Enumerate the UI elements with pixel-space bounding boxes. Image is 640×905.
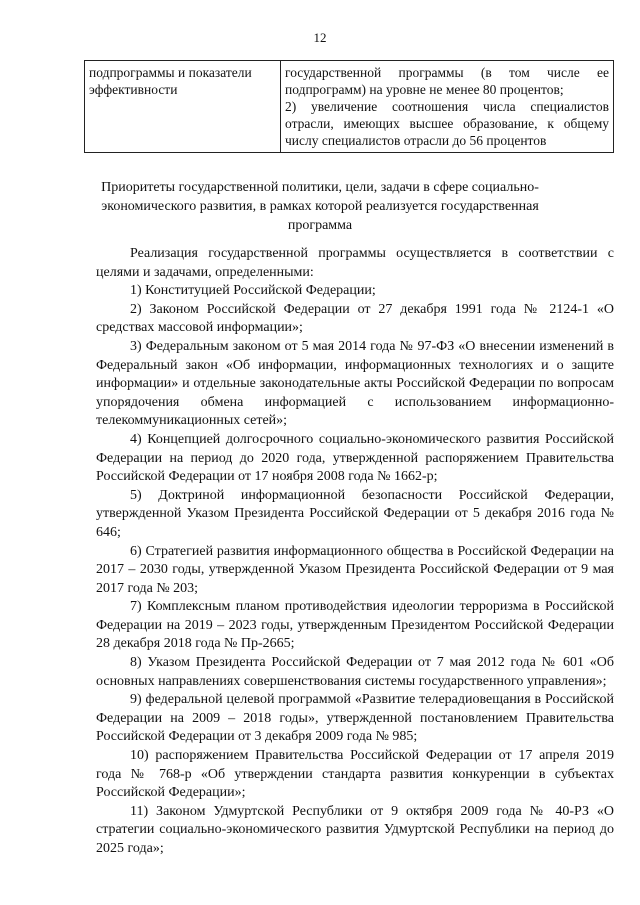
table-label-cell: подпрограммы и показатели эффективности (85, 61, 281, 153)
table-value-line: государственной программы (в том числе ее подпрограмм) на уровне не менее 80 процентов; (285, 65, 609, 97)
section-title: Приоритеты государственной политики, цели, задачи в сфере социально-экономического развития, в рамках которой реализуется государственная программа (101, 180, 539, 233)
passport-table (84, 60, 614, 153)
page-number: 12 (313, 30, 327, 45)
list-item: 4) Концепцией долгосрочного социально-экономического развития Российской Федерации на период до 2020 года, утвержденной распоряжением Правительства Российской Федерации от 17 ноября 2008 года № 1662-р; (96, 431, 614, 485)
list-item: 6) Стратегией развития информационного общества в Российской Федерации на 2017 – 2030 годы, утвержденной Указом Президента Российской Федерации от 9 мая 2017 года № 203; (96, 543, 614, 596)
list-item: 7) Комплексным планом противодействия идеологии терроризма в Российской Федерации на 2019 – 2023 годы, утвержденным Президентом Российской Федерации 28 декабря 2018 года № Пр-2665; (96, 599, 614, 652)
list-item: 2) Законом Российской Федерации от 27 декабря 1991 года № 2124-1 «О средствах массовой информации»; (96, 301, 614, 336)
table-row (85, 61, 614, 153)
paragraph-intro: Реализация государственной программы осуществляется в соответствии с целями и задачами, определенными: (96, 246, 614, 280)
list-item: 8) Указом Президента Российской Федерации от 7 мая 2012 года № 601 «Об основных направлениях совершенствования системы государственного управления»; (96, 655, 614, 689)
list-item: 1) Конституцией Российской Федерации; (130, 283, 376, 299)
body-text (96, 245, 614, 859)
list-item: 3) Федеральным законом от 5 мая 2014 года № 97-ФЗ «О внесении изменений в Федеральный закон «Об информации, информационных технологиях и о защите информации» и отдельные законодательные акты Российской Федерации по вопросам упорядочения обмена информацией с использованием информационно-телекоммуникационных сетей»; (96, 338, 614, 429)
list-item: 11) Законом Удмуртской Республики от 9 октября 2009 года № 40-РЗ «О стратегии социально-экономического развития Удмуртской Республики на период до 2025 года»; (96, 803, 614, 856)
table-value-line: 2) увеличение соотношения числа специалистов отрасли, имеющих высшее образование, к общему числу специалистов отрасли до 56 процентов (285, 99, 609, 148)
list-item: 5) Доктриной информационной безопасности Российской Федерации, утвержденной Указом Президента Российской Федерации от 5 декабря 2016 года № 646; (96, 487, 614, 540)
table-value-cell (281, 61, 614, 153)
list-item: 10) распоряжением Правительства Российской Федерации от 17 апреля 2019 года № 768-р «Об утверждении стандарта развития конкуренции в субъектах Российской Федерации»; (96, 748, 614, 801)
list-item: 9) федеральной целевой программой «Развитие телерадиовещания в Российской Федерации на 2009 – 2018 годы», утвержденной постановлением Правительства Российской Федерации от 3 декабря 2009 года № 985; (96, 692, 614, 745)
